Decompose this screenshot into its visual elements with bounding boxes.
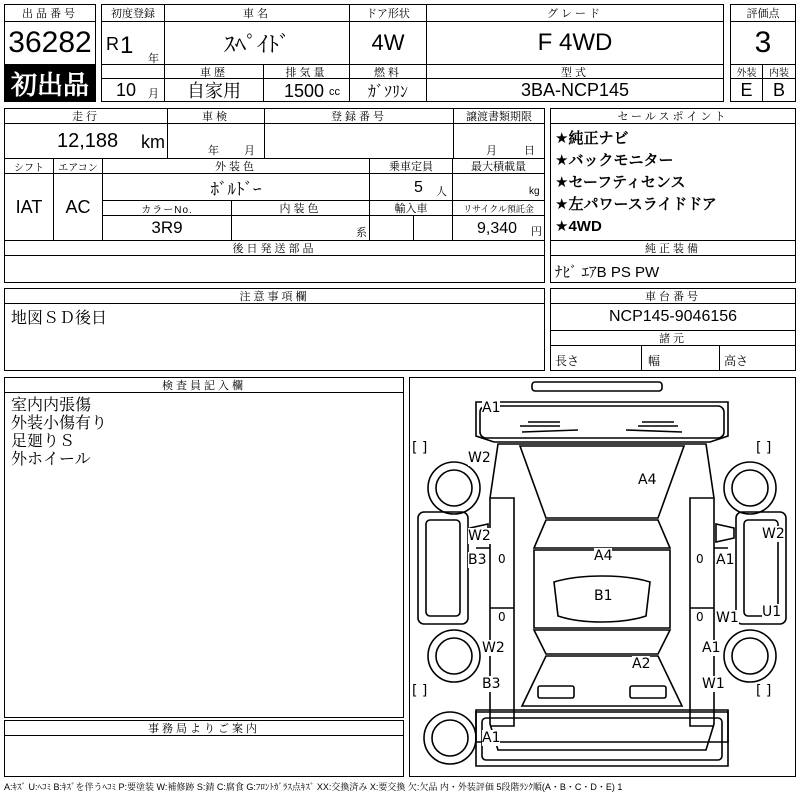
ac-value: AC <box>53 173 103 241</box>
mark-right-front-door: A1 <box>716 552 735 568</box>
mark-cabin: B1 <box>594 588 613 604</box>
genuine-label: 純正装備 <box>550 240 796 256</box>
import-label: 輸入車 <box>369 200 453 216</box>
doors-label: ドア形状 <box>349 4 427 22</box>
inspector-line: 室内内張傷 <box>11 397 92 414</box>
sales-points-label: セールスポイント <box>550 108 796 124</box>
sales-point-item: ★バックモニター <box>555 152 674 169</box>
capacity-value: 5 <box>414 179 423 196</box>
interior-color-box <box>231 215 370 241</box>
office-label: 事務局よりご案内 <box>4 720 404 736</box>
mark-zero-right-1: 0 <box>696 552 704 566</box>
height-box <box>719 345 796 371</box>
color-no-value: 3R9 <box>102 215 232 241</box>
later-parts-label: 後日発送部品 <box>4 240 545 256</box>
score-value: 3 <box>730 21 796 65</box>
import-box-1 <box>369 215 414 241</box>
mark-roof: A4 <box>594 548 613 564</box>
score-label: 評価点 <box>730 4 796 22</box>
length-box <box>550 345 642 371</box>
interior-grade: B <box>762 78 796 102</box>
load-box <box>452 173 545 201</box>
mileage-box <box>4 123 168 159</box>
exterior-color-label: 外装色 <box>102 158 370 174</box>
mark-left-front-door-b: B3 <box>468 552 487 568</box>
length-label: 長さ <box>555 354 580 368</box>
capacity-unit: 人 <box>436 186 447 198</box>
history-label: 車歴 <box>164 64 264 79</box>
transfer-label: 譲渡書類期限 <box>453 108 545 124</box>
import-box-2 <box>413 215 453 241</box>
first-listing-badge: 初出品 <box>4 64 96 102</box>
car-outline-svg <box>410 378 795 776</box>
grade-label: グレード <box>426 4 724 22</box>
insp-year-unit: 年 <box>208 145 219 157</box>
sales-point-item: ★4WD <box>555 218 602 235</box>
notes-text: 地図ＳＤ後日 <box>11 310 108 327</box>
inspector-label: 検査員記入欄 <box>4 377 404 393</box>
mark-front-bumper: A1 <box>482 400 501 416</box>
displacement-box <box>263 78 350 102</box>
shift-label: シフト <box>4 158 54 174</box>
mark-left-rear-door: W2 <box>482 640 505 656</box>
mark-trunk: A2 <box>632 656 651 672</box>
transfer-month-unit: 月 <box>486 145 497 157</box>
interior-color-unit: 系 <box>356 227 367 239</box>
mark-rear-bumper: A1 <box>482 730 501 746</box>
first-reg-year-box <box>101 21 165 65</box>
model-label: 型式 <box>426 64 724 79</box>
chassis-value: NCP145-9046156 <box>550 303 796 331</box>
mark-zero-left-1: 0 <box>498 552 506 566</box>
era: R <box>106 34 119 54</box>
lot-number: 36282 <box>4 21 96 65</box>
mark-right-rear-door: W1 <box>716 610 739 626</box>
mark-right-front-wheel: W2 <box>762 526 785 542</box>
inspection-label: 車検 <box>167 108 265 124</box>
bracket-right-bottom: [ ] <box>756 683 772 699</box>
mark-right-fender: U1 <box>762 604 782 620</box>
displacement-label: 排気量 <box>263 64 350 79</box>
genuine-value: ﾅﾋﾞ ｴｱB PS PW <box>555 264 660 281</box>
insp-month-unit: 月 <box>244 145 255 157</box>
exterior-label: 外装 <box>730 64 763 79</box>
reg-year: 1 <box>120 32 134 59</box>
damage-diagram <box>409 377 796 777</box>
sales-point-item: ★純正ナビ <box>555 130 629 147</box>
fuel-value: ｶﾞｿﾘﾝ <box>349 78 427 102</box>
mileage-unit: km <box>141 132 165 152</box>
load-unit: kg <box>529 186 540 197</box>
legend-text: A:ｷｽﾞ U:ﾍｺﾐ B:ｷｽﾞを伴うﾍｺﾐ P:要塗装 W:補修跡 S:錆 C:腐食 G:ﾌﾛﾝﾄｶﾞﾗｽ点ｷｽﾞ XX:交換済み X:要交換 欠:欠品 内・外装評価 5段階ﾗﾝｸ順(A・B・C・D・E) 1 <box>4 782 623 792</box>
mileage-label: 走行 <box>4 108 168 124</box>
mark-left-front-wheel: W2 <box>468 450 491 466</box>
first-reg-label: 初度登録 <box>101 4 165 22</box>
car-name-label: 車名 <box>164 4 350 22</box>
reg-no-label: 登録番号 <box>264 108 454 124</box>
shift-value: IAT <box>4 173 54 241</box>
recycle-label: リサイクル預託金 <box>452 200 545 216</box>
dims-label: 諸元 <box>550 330 796 346</box>
mark-zero-right-2: 0 <box>696 610 704 624</box>
genuine-box <box>550 255 796 283</box>
model-value: 3BA-NCP145 <box>426 78 724 102</box>
capacity-label: 乗車定員 <box>369 158 453 174</box>
inspector-line: 外ホイール <box>11 451 91 468</box>
inspector-line: 外装小傷有り <box>11 415 108 432</box>
mark-right-rear-fender: A1 <box>702 640 721 656</box>
fuel-label: 燃料 <box>349 64 427 79</box>
interior-color-label: 内装色 <box>231 200 370 216</box>
width-box <box>641 345 720 371</box>
chassis-label: 車台番号 <box>550 288 796 304</box>
inspector-line: 足廻りＳ <box>11 433 76 450</box>
notes-label: 注意事項欄 <box>4 288 545 304</box>
year-unit: 年 <box>148 53 159 65</box>
mark-zero-left-2: 0 <box>498 610 506 624</box>
later-parts-box <box>4 255 545 283</box>
transfer-box <box>453 123 545 159</box>
bracket-left-bottom: [ ] <box>412 683 428 699</box>
mark-left-front-door-w: W2 <box>468 528 491 544</box>
recycle-box <box>452 215 545 241</box>
sales-points-list <box>550 123 796 241</box>
displacement-value: 1500 <box>284 81 325 101</box>
mark-right-rear-wheel: W1 <box>702 676 725 692</box>
height-label: 高さ <box>724 354 749 368</box>
width-label: 幅 <box>648 354 661 368</box>
notes-box <box>4 303 545 371</box>
office-box <box>4 735 404 777</box>
grade-value: F 4WD <box>426 21 724 65</box>
ac-label: エアコン <box>53 158 103 174</box>
color-no-label: カラーNo. <box>102 200 232 216</box>
recycle-unit: 円 <box>531 226 542 238</box>
bracket-right-top: [ ] <box>756 440 772 456</box>
capacity-box <box>369 173 453 201</box>
exterior-grade: E <box>730 78 763 102</box>
interior-label: 内装 <box>762 64 796 79</box>
doors-value: 4W <box>349 21 427 65</box>
bracket-left-top: [ ] <box>412 440 428 456</box>
inspection-box <box>167 123 265 159</box>
month-unit: 月 <box>148 88 159 100</box>
sales-point-item: ★左パワースライドドア <box>555 196 717 213</box>
mark-hood: A4 <box>638 472 657 488</box>
reg-month: 10 <box>116 80 137 100</box>
history-value: 自家用 <box>164 78 264 102</box>
mileage-value: 12,188 <box>57 130 119 152</box>
mark-left-rear-fender: B3 <box>482 676 501 692</box>
exterior-color-value: ﾎﾞﾙﾄﾞｰ <box>102 173 370 201</box>
reg-no-box <box>264 123 454 159</box>
lot-no-label: 出品番号 <box>4 4 96 22</box>
inspector-box <box>4 392 404 718</box>
sales-point-item: ★セーフティセンス <box>555 174 686 191</box>
car-name: ｽﾍﾟｲﾄﾞ <box>164 21 350 65</box>
load-label: 最大積載量 <box>452 158 545 174</box>
first-reg-month-row <box>101 78 165 102</box>
displacement-unit: cc <box>329 86 340 98</box>
recycle-value: 9,340 <box>477 220 518 237</box>
transfer-day-unit: 日 <box>524 145 535 157</box>
